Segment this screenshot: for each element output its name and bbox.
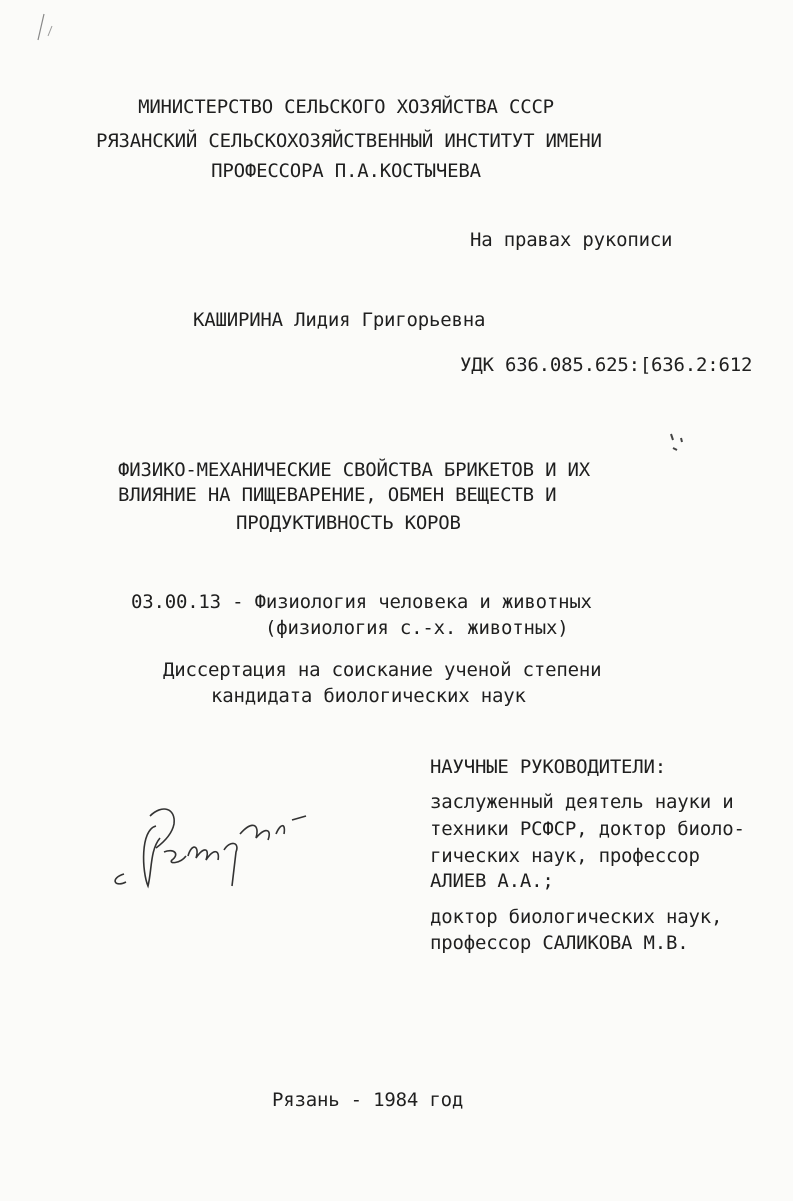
specialty-code: 03.00.13 - Физиология человека и животных bbox=[131, 591, 592, 613]
institute-name-line: ПРОФЕССОРА П.А.КОСТЫЧЕВА bbox=[211, 160, 481, 182]
supervisors-heading: НАУЧНЫЕ РУКОВОДИТЕЛИ: bbox=[430, 756, 667, 778]
title-line-3: ПРОДУКТИВНОСТЬ КОРОВ bbox=[236, 512, 461, 534]
udc-code: УДК 636.085.625:[636.2:612 bbox=[460, 354, 753, 376]
title-line-2: ВЛИЯНИЕ НА ПИЩЕВАРЕНИЕ, ОБМЕН ВЕЩЕСТВ И bbox=[118, 484, 557, 506]
stray-mark-icon bbox=[665, 430, 695, 460]
specialty-detail: (физиология с.-х. животных) bbox=[265, 617, 569, 639]
supervisor-2-line-1: доктор биологических наук, bbox=[430, 906, 723, 928]
place-and-year: Рязань - 1984 год bbox=[272, 1089, 464, 1111]
supervisor-2-line-2: профессор САЛИКОВА М.В. bbox=[430, 932, 689, 954]
scan-mark-icon bbox=[30, 10, 70, 50]
ministry-line: МИНИСТЕРСТВО СЕЛЬСКОГО ХОЗЯЙСТВА СССР bbox=[138, 96, 554, 118]
supervisor-1-line-1: заслуженный деятель науки и bbox=[430, 791, 734, 813]
rights-note: На правах рукописи bbox=[470, 229, 673, 251]
author-name: КАШИРИНА Лидия Григорьевна bbox=[193, 309, 486, 331]
degree-line-1: Диссертация на соискание ученой степени bbox=[163, 659, 602, 681]
institute-line: РЯЗАНСКИЙ СЕЛЬСКОХОЗЯЙСТВЕННЫЙ ИНСТИТУТ ИМЕНИ bbox=[96, 130, 602, 152]
degree-line-2: кандидата биологических наук bbox=[211, 685, 526, 707]
supervisor-1-line-4: АЛИЕВ А.А.; bbox=[430, 870, 554, 892]
supervisor-1-line-3: гических наук, профессор bbox=[430, 845, 700, 867]
signature-icon bbox=[100, 790, 320, 900]
supervisor-1-line-2: техники РСФСР, доктор биоло- bbox=[430, 818, 745, 840]
title-line-1: ФИЗИКО-МЕХАНИЧЕСКИЕ СВОЙСТВА БРИКЕТОВ И ИХ bbox=[118, 459, 591, 481]
